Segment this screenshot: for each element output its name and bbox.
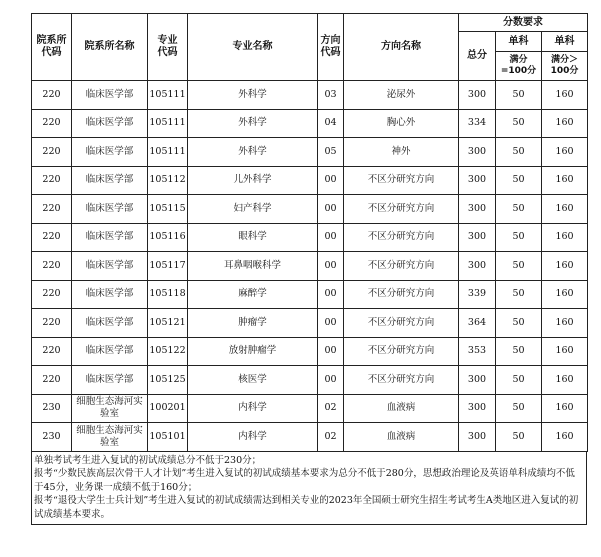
header-single2-sub: 满分＞ 100分 [542,52,588,81]
cell-dir-code: 00 [318,337,344,366]
table-row [32,81,588,110]
cell-major-name: 外科学 [188,109,318,138]
table-row [32,166,588,195]
header-dir-code: 方向 代码 [318,14,344,81]
cell-major-code: 105121 [148,309,188,338]
score-table-sheet [31,13,587,525]
table-row [32,223,588,252]
cell-major-name: 外科学 [188,138,318,167]
cell-single1: 50 [496,138,542,167]
cell-major-name: 肿瘤学 [188,309,318,338]
cell-total: 300 [459,166,496,195]
cell-total: 364 [459,309,496,338]
cell-single2: 160 [542,109,588,138]
table-body [32,81,588,452]
header-single2: 单科 [542,32,588,52]
cell-total: 300 [459,366,496,395]
cell-dept-name: 临床医学部 [72,252,148,281]
table-row [32,366,588,395]
table-row [32,423,588,452]
cell-dir-name: 血液病 [344,394,459,423]
cell-dept-name: 临床医学部 [72,195,148,224]
cell-major-name: 儿外科学 [188,166,318,195]
cell-single2: 160 [542,81,588,110]
cell-dept-code: 220 [32,195,72,224]
score-table [31,13,588,452]
cell-dept-name: 临床医学部 [72,280,148,309]
header-major-code: 专业 代码 [148,14,188,81]
cell-single1: 50 [496,81,542,110]
cell-major-code: 105116 [148,223,188,252]
cell-dept-name: 临床医学部 [72,223,148,252]
cell-total: 300 [459,81,496,110]
cell-single1: 50 [496,337,542,366]
cell-total: 300 [459,223,496,252]
cell-total: 334 [459,109,496,138]
cell-single2: 160 [542,138,588,167]
header-dept-name: 院系所名称 [72,14,148,81]
cell-dept-name: 临床医学部 [72,366,148,395]
cell-dept-code: 220 [32,337,72,366]
cell-dir-name: 不区分研究方向 [344,280,459,309]
cell-dept-code: 220 [32,109,72,138]
cell-major-name: 内科学 [188,394,318,423]
cell-dept-name: 临床医学部 [72,81,148,110]
cell-major-code: 105115 [148,195,188,224]
cell-dir-code: 00 [318,366,344,395]
header-single1-sub: 满分 =100分 [496,52,542,81]
cell-single2: 160 [542,166,588,195]
cell-major-name: 外科学 [188,81,318,110]
cell-dir-name: 血液病 [344,423,459,452]
cell-dept-name: 临床医学部 [72,138,148,167]
cell-major-code: 100201 [148,394,188,423]
cell-dept-name: 细胞生态海河实 验室 [72,394,148,423]
cell-dir-code: 00 [318,223,344,252]
cell-major-code: 105112 [148,166,188,195]
cell-dept-code: 230 [32,423,72,452]
cell-single2: 160 [542,309,588,338]
cell-single1: 50 [496,394,542,423]
table-row [32,109,588,138]
cell-single1: 50 [496,109,542,138]
cell-dept-name: 细胞生态海河实 验室 [72,423,148,452]
cell-dir-name: 神外 [344,138,459,167]
cell-dept-code: 220 [32,166,72,195]
cell-single2: 160 [542,423,588,452]
cell-major-code: 105111 [148,81,188,110]
cell-dir-name: 胸心外 [344,109,459,138]
cell-total: 300 [459,195,496,224]
cell-dir-name: 不区分研究方向 [344,252,459,281]
cell-major-name: 放射肿瘤学 [188,337,318,366]
cell-major-name: 耳鼻咽喉科学 [188,252,318,281]
cell-dept-code: 220 [32,138,72,167]
cell-total: 353 [459,337,496,366]
cell-dept-code: 220 [32,280,72,309]
cell-dir-code: 05 [318,138,344,167]
cell-dir-code: 00 [318,309,344,338]
cell-major-code: 105111 [148,109,188,138]
cell-major-code: 105117 [148,252,188,281]
cell-single2: 160 [542,366,588,395]
cell-major-name: 内科学 [188,423,318,452]
cell-single1: 50 [496,423,542,452]
cell-single1: 50 [496,223,542,252]
cell-dir-name: 不区分研究方向 [344,166,459,195]
cell-dept-code: 220 [32,81,72,110]
header-total: 总分 [459,32,496,81]
table-row [32,337,588,366]
cell-dir-name: 不区分研究方向 [344,366,459,395]
cell-single1: 50 [496,195,542,224]
cell-dept-name: 临床医学部 [72,166,148,195]
header-dir-name: 方向名称 [344,14,459,81]
cell-major-name: 麻醉学 [188,280,318,309]
cell-single2: 160 [542,280,588,309]
cell-dept-name: 临床医学部 [72,337,148,366]
cell-dir-code: 00 [318,280,344,309]
cell-single1: 50 [496,366,542,395]
cell-dir-code: 00 [318,166,344,195]
cell-dept-code: 220 [32,366,72,395]
header-dept-code: 院系所 代码 [32,14,72,81]
cell-major-code: 105111 [148,138,188,167]
cell-dept-code: 220 [32,252,72,281]
cell-total: 339 [459,280,496,309]
cell-dept-name: 临床医学部 [72,109,148,138]
cell-single1: 50 [496,309,542,338]
cell-total: 300 [459,138,496,167]
cell-major-code: 105101 [148,423,188,452]
cell-total: 300 [459,423,496,452]
cell-dir-name: 泌尿外 [344,81,459,110]
cell-dir-name: 不区分研究方向 [344,337,459,366]
table-row [32,252,588,281]
cell-dept-code: 220 [32,223,72,252]
cell-major-code: 105118 [148,280,188,309]
cell-dept-code: 230 [32,394,72,423]
cell-major-code: 105125 [148,366,188,395]
table-row [32,195,588,224]
cell-single2: 160 [542,394,588,423]
cell-dir-name: 不区分研究方向 [344,195,459,224]
cell-single2: 160 [542,337,588,366]
header-major-name: 专业名称 [188,14,318,81]
cell-dir-code: 02 [318,394,344,423]
notes-block [31,452,587,526]
table-row [32,394,588,423]
table-row [32,280,588,309]
cell-single2: 160 [542,195,588,224]
cell-dir-code: 02 [318,423,344,452]
table-row [32,309,588,338]
cell-single1: 50 [496,280,542,309]
cell-dept-code: 220 [32,309,72,338]
table-row [32,138,588,167]
header-score-req: 分数要求 [459,14,588,32]
cell-major-code: 105122 [148,337,188,366]
note-line: 报考“少数民族高层次骨干人才计划”考生进入复试的初试成绩基本要求为总分不低于280分，思想政治理论及英语单科成绩均不低于45分，业务课一成绩不低于160分； [34,468,575,493]
cell-major-name: 核医学 [188,366,318,395]
cell-dir-name: 不区分研究方向 [344,309,459,338]
cell-dir-code: 00 [318,252,344,281]
cell-single1: 50 [496,166,542,195]
cell-dir-code: 04 [318,109,344,138]
note-line: 报考“退役大学生士兵计划”考生进入复试的初试成绩需达到相关专业的2023年全国硕士研究生招生考试考生A类地区进入复试的初试成绩基本要求。 [34,495,579,520]
cell-major-name: 妇产科学 [188,195,318,224]
cell-dir-code: 00 [318,195,344,224]
cell-major-name: 眼科学 [188,223,318,252]
cell-single2: 160 [542,223,588,252]
cell-single2: 160 [542,252,588,281]
cell-dept-name: 临床医学部 [72,309,148,338]
cell-total: 300 [459,394,496,423]
cell-total: 300 [459,252,496,281]
cell-dir-code: 03 [318,81,344,110]
header-single1: 单科 [496,32,542,52]
note-line: 单独考试考生进入复试的初试成绩总分不低于230分； [34,454,262,466]
cell-dir-name: 不区分研究方向 [344,223,459,252]
cell-single1: 50 [496,252,542,281]
